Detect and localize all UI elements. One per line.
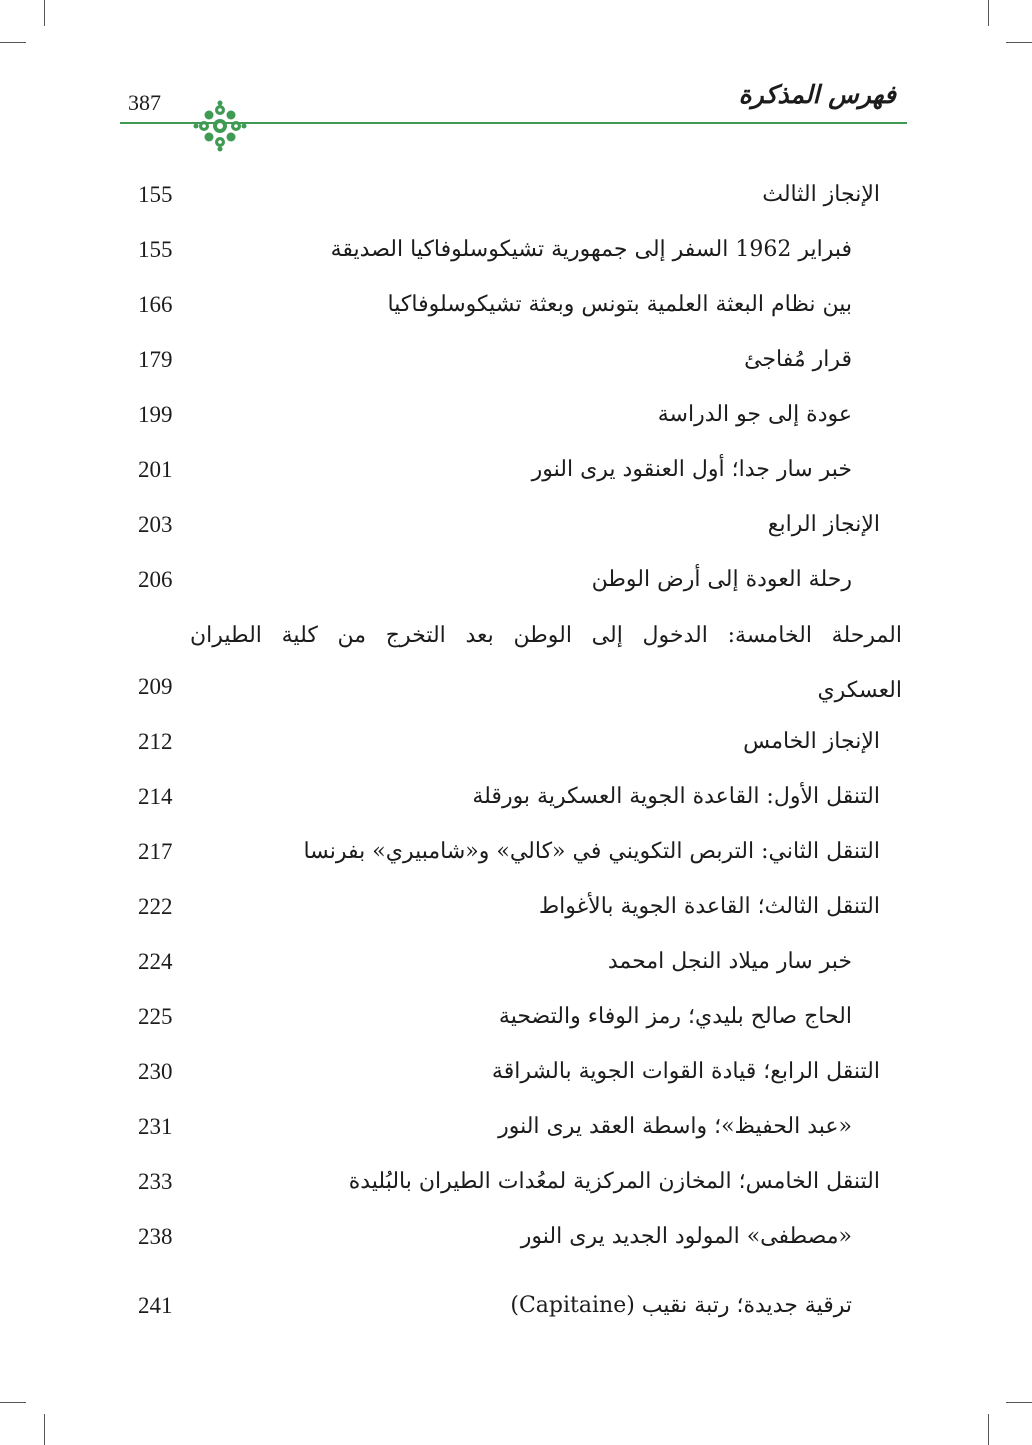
crop-mark bbox=[0, 1402, 26, 1403]
toc-entry-title: التنقل الخامس؛ المخازن المركزية لمعُدات الطيران بالبُليدة bbox=[348, 1169, 880, 1194]
toc-entry[interactable] bbox=[100, 560, 882, 600]
toc-entry-page: 217 bbox=[138, 839, 173, 864]
toc-entry-multiline[interactable] bbox=[190, 617, 902, 710]
toc-entry[interactable] bbox=[100, 1107, 882, 1147]
crop-mark bbox=[988, 1414, 989, 1445]
toc-entry-title: فبراير 1962 السفر إلى جمهورية تشيكوسلوفاكيا الصديقة bbox=[330, 237, 852, 262]
crop-mark bbox=[44, 0, 45, 26]
toc-entry-title: التنقل الثاني: التربص التكويني في «كالي» و«شامبيري» بفرنسا bbox=[303, 839, 880, 864]
toc-entry[interactable] bbox=[100, 777, 882, 817]
toc-entry-title: «عبد الحفيظ»؛ واسطة العقد يرى النور bbox=[498, 1114, 852, 1139]
crop-mark bbox=[1006, 1402, 1032, 1403]
toc-entry-page: 206 bbox=[138, 567, 173, 592]
toc-entry-page: 230 bbox=[138, 1059, 173, 1084]
crop-mark bbox=[44, 1414, 45, 1445]
toc-entry-title: الإنجاز الرابع bbox=[767, 512, 880, 537]
toc-entry-title: الإنجاز الخامس bbox=[743, 729, 880, 754]
toc-entry-page: 179 bbox=[138, 347, 173, 372]
toc-entry[interactable] bbox=[100, 722, 882, 762]
toc-entry-title: قرار مُفاجئ bbox=[744, 347, 852, 372]
toc-entry[interactable] bbox=[100, 450, 882, 490]
toc-entry[interactable] bbox=[100, 175, 882, 215]
toc-entry-page: 201 bbox=[138, 457, 173, 482]
toc-entry[interactable] bbox=[100, 997, 882, 1037]
crop-mark bbox=[988, 0, 989, 26]
toc-entry-page: 233 bbox=[138, 1169, 173, 1194]
toc-entry-page: 155 bbox=[138, 182, 173, 207]
toc-entry-title-line2: العسكري bbox=[817, 678, 902, 703]
toc-entry-title: رحلة العودة إلى أرض الوطن bbox=[591, 567, 852, 592]
toc-entry-title: عودة إلى جو الدراسة bbox=[657, 402, 852, 427]
toc-entry-page: 225 bbox=[138, 1004, 173, 1029]
toc-entry-title: خبر سار جدا؛ أول العنقود يرى النور bbox=[531, 457, 852, 482]
toc-entry-page: 222 bbox=[138, 894, 173, 919]
toc-entry-page: 203 bbox=[138, 512, 173, 537]
toc-entry-title: «مصطفى» المولود الجديد يرى النور bbox=[520, 1224, 852, 1249]
toc-entry-title: بين نظام البعثة العلمية بتونس وبعثة تشيكوسلوفاكيا bbox=[387, 292, 852, 317]
toc-entry[interactable] bbox=[100, 285, 882, 325]
toc-entry-title: ترقية جديدة؛ رتبة نقيب (Capitaine) bbox=[510, 1293, 852, 1318]
toc-entry-page: 238 bbox=[138, 1224, 173, 1249]
toc-entry-page: 224 bbox=[138, 949, 173, 974]
toc-entry[interactable] bbox=[100, 942, 882, 982]
toc-entry[interactable] bbox=[100, 1052, 882, 1092]
toc-entry[interactable] bbox=[100, 832, 882, 872]
toc-entry[interactable] bbox=[100, 505, 882, 545]
toc-entry-title: التنقل الثالث؛ القاعدة الجوية بالأغواط bbox=[538, 894, 880, 919]
toc-entry-title: الإنجاز الثالث bbox=[762, 182, 880, 207]
toc-entry-title: الحاج صالح بليدي؛ رمز الوفاء والتضحية bbox=[498, 1004, 852, 1029]
toc-entry-page: 199 bbox=[138, 402, 173, 427]
crop-mark bbox=[1006, 42, 1032, 43]
toc-entry-page: 231 bbox=[138, 1114, 173, 1139]
toc-entry-title: التنقل الرابع؛ قيادة القوات الجوية بالشراقة bbox=[491, 1059, 880, 1084]
toc-entry-page: 166 bbox=[138, 292, 173, 317]
floral-ornament-icon bbox=[192, 100, 248, 152]
toc-entry[interactable] bbox=[100, 1217, 882, 1257]
toc-entry[interactable] bbox=[100, 340, 882, 380]
toc-entry-page: 155 bbox=[138, 237, 173, 262]
toc-entry[interactable] bbox=[100, 1162, 882, 1202]
toc-entry[interactable] bbox=[100, 230, 882, 270]
toc-entry-page: 212 bbox=[138, 729, 173, 754]
toc-entry[interactable] bbox=[100, 887, 882, 927]
crop-mark bbox=[0, 42, 26, 43]
page-number: 387 bbox=[128, 90, 161, 115]
toc-entry-page: 214 bbox=[138, 784, 173, 809]
toc-entry-page: 241 bbox=[138, 1293, 173, 1318]
running-header-title: فهرس المذكرة bbox=[738, 80, 896, 109]
toc-entry-page: 209 bbox=[138, 674, 173, 699]
toc-entry-title-line1: المرحلة الخامسة: الدخول إلى الوطن بعد التخرج من كلية الطيران bbox=[190, 623, 902, 648]
toc-entry[interactable] bbox=[100, 1286, 882, 1326]
toc-entry-title: التنقل الأول: القاعدة الجوية العسكرية بورقلة bbox=[472, 784, 880, 809]
toc-entry[interactable] bbox=[100, 395, 882, 435]
toc-entry-title: خبر سار ميلاد النجل امحمد bbox=[607, 949, 852, 974]
